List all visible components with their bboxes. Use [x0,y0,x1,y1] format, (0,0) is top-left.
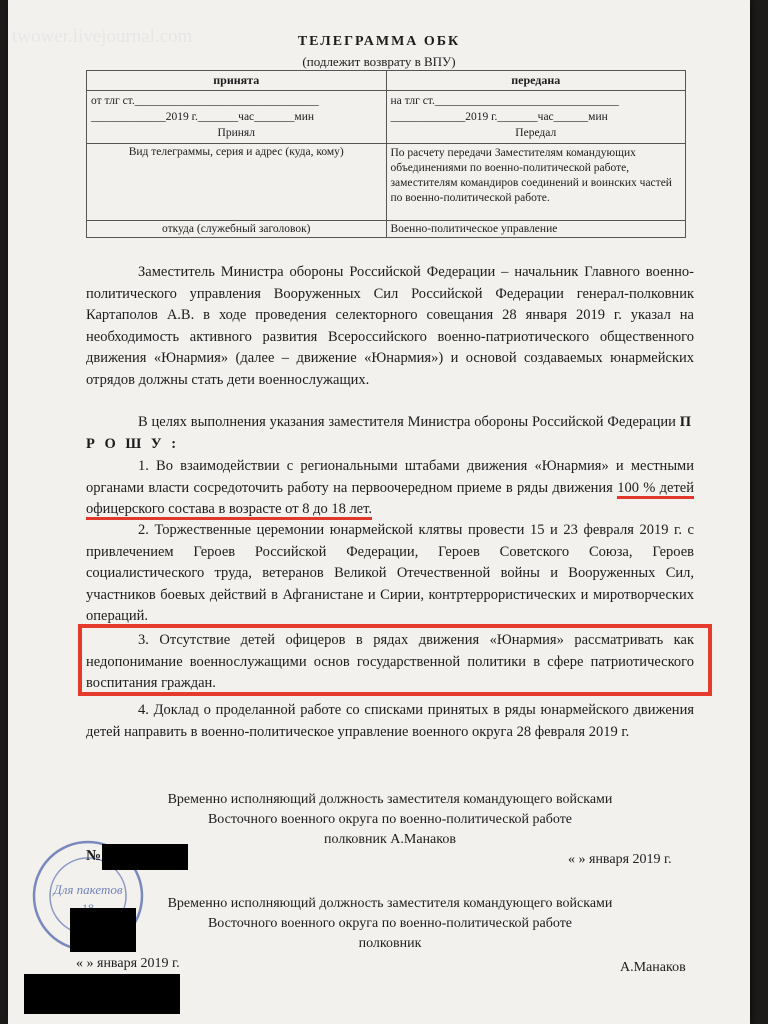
sig1-line-1: Временно исполняющий должность заместителя командующего войсками [167,792,613,807]
kind-label: Вид телеграммы, серия и адрес (куда, кому) [87,144,387,221]
number-mark: № [86,848,102,864]
kind-value: По расчету передачи Заместителям командующих объединениями по военно-политической работе, заместителям командиров соединений и воинских частей по военно-политической работе. [386,144,686,221]
signer-name: А.Манаков [620,960,686,975]
sent-heading: передана [386,71,686,91]
received-cell [87,91,387,144]
sig1-line-3: полковник А.Манаков [324,832,456,847]
watermark: twower.livejournal.com [12,26,193,47]
item-3: 3. Отсутствие детей офицеров в рядах движения «Юнармия» рассматривать как недопонимание военнослужащими основ государственной политики в сфере патриотического воспитания граждан. [86,632,694,691]
item-1 [86,456,694,521]
item-1-underlined: 100 % детей офицерского состава в возрасте от 8 до 18 лет. [86,480,694,521]
doc-subtitle: (подлежит возврату в ВПУ) [302,54,456,69]
redaction-middle [70,908,136,952]
sent-line-2: _____________2019 г._______час______мин [390,111,608,123]
doc-title: ТЕЛЕГРАММА ОБК [297,34,461,49]
document-sheet [8,0,750,1024]
signature-block-1 [86,790,694,850]
item-4: 4. Доклад о проделанной работе со списками принятых в ряды юнармейского движения детей направить в военно-политическое управление военного округа 28 февраля 2019 г. [86,702,694,740]
paragraph-intro: Заместитель Министра обороны Российской Федерации – начальник Главного военно-политического управления Вооруженных Сил Российской Федерации генерал-полковник Картаполов А.В. в ходе проведения селекторного совещания 28 января 2019 г. указал на необходимость активного развития Всероссийского военно-патриотического общественного движения «Юнармия» (далее – движение «Юнармия») и основой создаваемых юнармейских отрядов должны стать дети военнослужащих. [86,264,694,388]
item-2: 2. Торжественные церемонии юнармейской клятвы провести 15 и 23 февраля 2019 г. с привлечением Героев Российской Федерации, Героев Советского Союза, Героев социалистического труда, ветеранов Великой Отечественной войны и Вооруженных Сил, участников боевых действий в Афганистане и Сирии, контртеррористических и миротворческих операций. [86,522,694,624]
sig2-line-1: Временно исполняющий должность заместителя командующего войсками [167,896,613,911]
request-text: В целях выполнения указания заместителя Министра обороны Российской Федерации [138,414,676,430]
sent-cell [386,91,686,144]
signature-block-2 [86,894,694,954]
redaction-number [102,844,188,870]
from-label: откуда (служебный заголовок) [87,221,387,238]
received-line-1: от тлг ст.________________________________ [91,95,319,107]
request-word: П Р О Ш У : [86,414,694,452]
received-line-2: _____________2019 г._______час_______мин [91,111,314,123]
date-1: « » января 2019 г. [568,852,672,867]
sig2-line-3: полковник [358,936,422,951]
paragraph-request [86,412,694,455]
received-heading: принята [87,71,387,91]
stamp-text: Для пакетов [53,882,123,897]
sig1-line-2: Восточного военного округа по военно-политической работе [207,812,573,827]
date-2: « » января 2019 г. [76,956,180,971]
sent-line-1: на тлг ст.________________________________ [390,95,619,107]
highlight-box [78,624,712,696]
header-table [86,70,686,238]
sig2-line-2: Восточного военного округа по военно-политической работе [207,916,573,931]
sent-line-3: Передал [515,127,557,139]
received-line-3: Принял [217,127,255,139]
from-value: Военно-политическое управление [386,221,686,238]
redaction-bottom [24,974,180,1014]
item-1-text: 1. Во взаимодействии с региональными штабами движения «Юнармия» и местными органами власти сосредоточить работу на первоочередном приеме в ряды движения [86,458,694,496]
